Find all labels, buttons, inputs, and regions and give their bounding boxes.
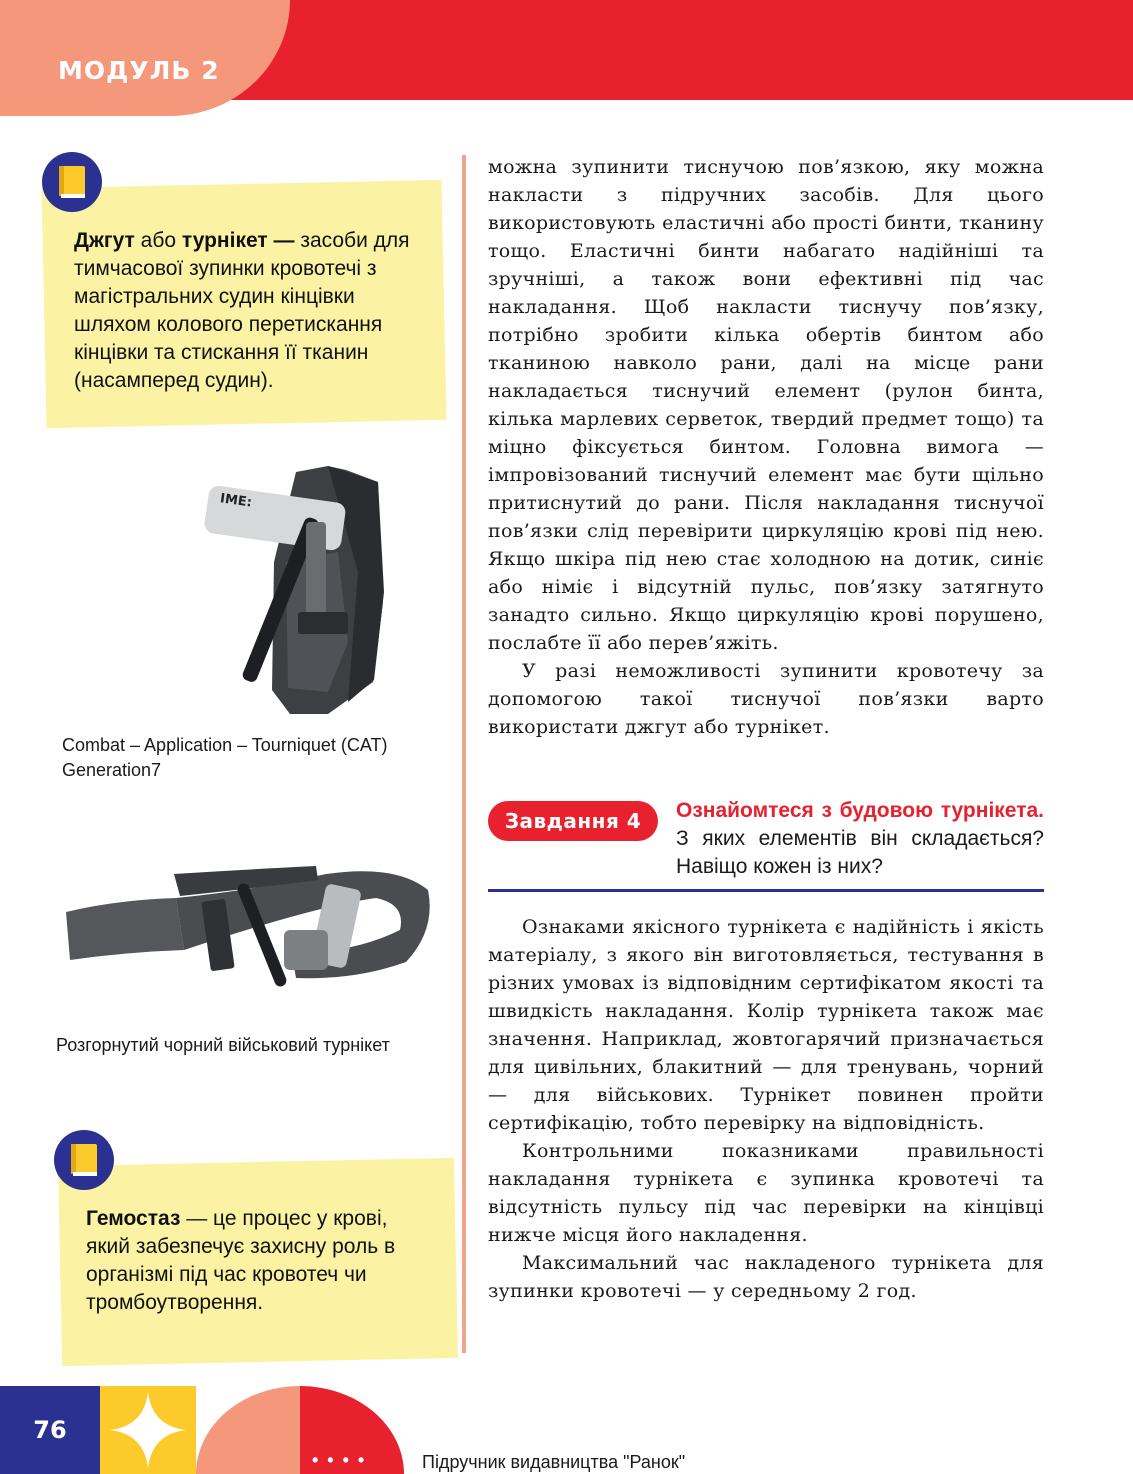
column-divider bbox=[462, 155, 466, 1353]
definition-hemostasis bbox=[86, 1205, 436, 1317]
book-icon bbox=[54, 1130, 114, 1190]
definition-tourniquet bbox=[74, 227, 434, 395]
paragraph: можна зупинити тиснучою пов’язкою, яку можна накласти з підручних засобів. Для цього використовують еластичні або прості бинти, тканину тощо. Еластичні бинти набагато надійніші та зручніші, а також вони ефективні під час накладання. Щоб накласти тиснучу пов’язку, потрібно зробити кілька обертів бинтом або тканиною навколо рани, далі на місце рани накладається тиснучий елемент (рулон бинта, кілька марлевих серветок, твердий предмет тощо) та міцно фіксується бинтом. Головна вимога — імпровізований тиснучий елемент має бути щільно притиснутий до рани. Після накладання тиснучої пов’язки слід перевірити циркуляцію крові під нею. Якщо шкіра під нею стає холодною на дотик, синіє або німіє і відсутній пульс, пов’язку затягнуто занадто сильно. Якщо циркуляцію крові порушено, послабте її або перев’яжіть. bbox=[488, 156, 1044, 654]
photo-caption-unfolded: Розгорнутий чорний військовий турнікет bbox=[56, 1035, 390, 1055]
body-text-top bbox=[488, 153, 1044, 741]
task-lead: Ознайомтеся з будовою турнікета. bbox=[676, 799, 1044, 822]
photo-label-name: IME: bbox=[219, 491, 253, 511]
paragraph: У разі неможливості зупинити кровотечу за допомогою такої тиснучої пов’язки варто використати джгут або турнікет. bbox=[488, 660, 1044, 738]
footer-dots: •••• bbox=[312, 1450, 374, 1470]
task-text bbox=[676, 797, 1044, 881]
term-hemostaz: Гемостаз bbox=[86, 1207, 181, 1230]
definition-body: засоби для тимчасової зупинки кровотечі з магістральних судин кінцівки шляхом колового перетискання кінцівки та стискання її тканин (насамперед судин). bbox=[74, 229, 410, 392]
unfolded-tourniquet-photo bbox=[56, 860, 440, 1000]
task-question: З яких елементів він складається? Навіщо кожен із них? bbox=[676, 827, 1044, 878]
task-label: Завдання 4 bbox=[488, 801, 658, 841]
paragraph: Ознаками якісного турнікета є надійність і якість матеріалу, з якого він виготовляється, тестування в різних умовах із відповідним сертифікатом якості та швидкість накладання. Колір турнікета також має значення. Наприклад, жовтогарячий призначається для цивільних, блакитний — для тренувань, чорний — для військових. Турнікет повинен пройти сертифікацію, тобто перевірку на відповідність. bbox=[488, 916, 1044, 1134]
cat-tourniquet-photo bbox=[178, 452, 418, 722]
definition-body: — це процес у крові, який забезпечує захисну роль в організмі під час кровотеч чи тромбоутворення. bbox=[86, 1207, 396, 1314]
module-label: МОДУЛЬ 2 bbox=[58, 56, 220, 85]
footer-yellow-block bbox=[100, 1386, 196, 1474]
term-turniket: турнікет — bbox=[181, 229, 295, 252]
paragraph: Контрольними показниками правильності накладання турнікета є зупинка кровотечі та відсутність пульсу під час перевірки на кінцівці нижче місця його накладення. bbox=[488, 1140, 1044, 1246]
publisher-credit: Підручник видавництва "Ранок" bbox=[422, 1452, 686, 1472]
term-dzhgut: Джгут bbox=[74, 229, 135, 252]
photo-caption-cat: Combat – Application – Tourniquet (CAT) Generation7 bbox=[62, 735, 388, 780]
book-icon bbox=[42, 152, 102, 212]
footer-peach-block bbox=[196, 1386, 300, 1474]
term-connector: або bbox=[134, 229, 182, 252]
paragraph: Максимальний час накладеного турнікета для зупинки кровотечі — у середньому 2 год. bbox=[488, 1252, 1044, 1302]
task-divider bbox=[488, 889, 1044, 892]
page-number: 76 bbox=[33, 1416, 67, 1444]
sparkle-icon bbox=[100, 1386, 196, 1474]
body-text-bottom bbox=[488, 913, 1044, 1305]
